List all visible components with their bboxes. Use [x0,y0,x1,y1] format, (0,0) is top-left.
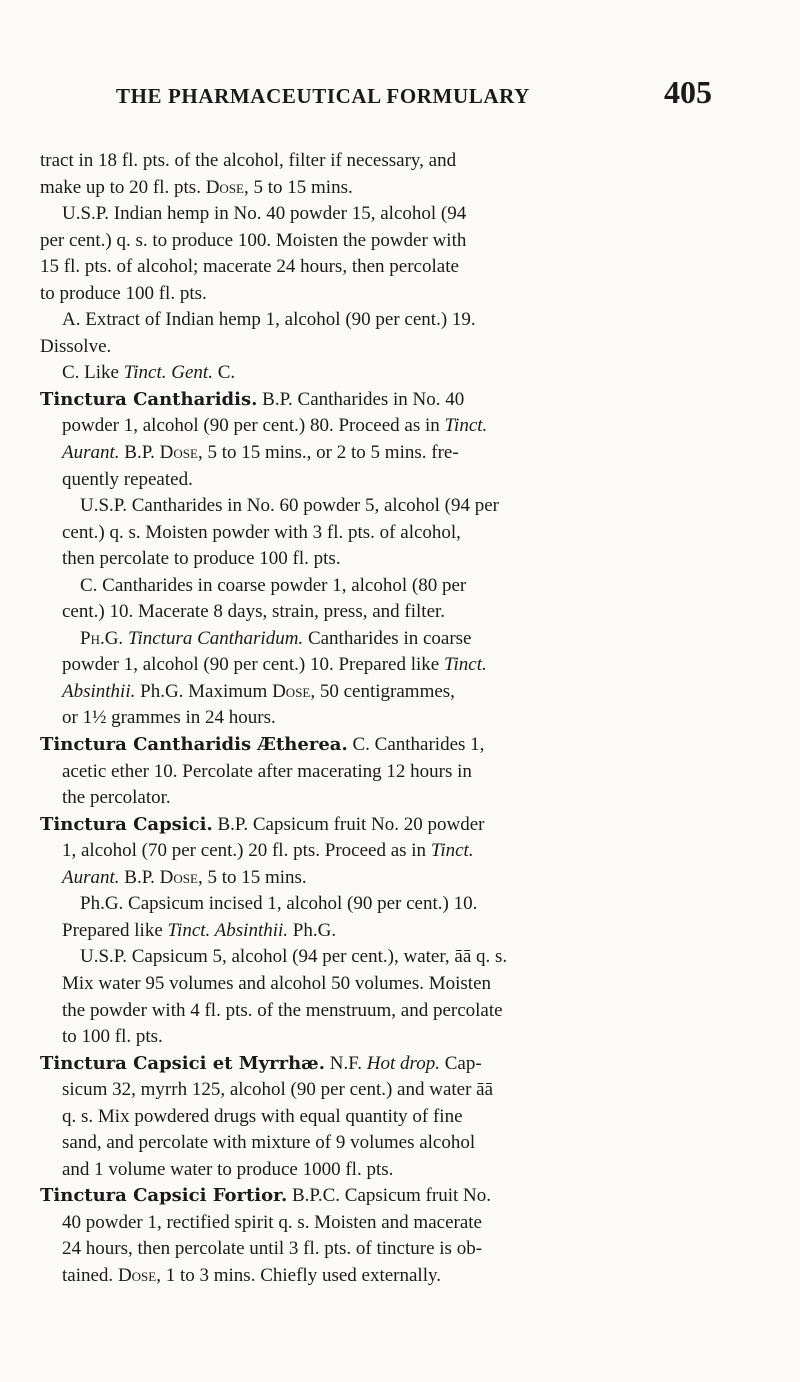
text-line: the percolator. [62,787,171,809]
entry-heading-line: Tinctura Cantharidis Ætherea. C. Cantharides 1, [40,734,485,756]
text-line: Mix water 95 volumes and alcohol 50 volumes. Moisten [62,972,492,994]
text-line: q. s. Mix powdered drugs with equal quantity of fine [62,1105,463,1127]
text-line: Aurant. B.P. Dose, 5 to 15 mins., or 2 to 5 mins. fre- [62,442,459,464]
text-line: Ph.G. Capsicum incised 1, alcohol (90 per cent.) 10. [80,893,478,915]
dose-label: Dose [159,442,198,464]
text-line: powder 1, alcohol (90 per cent.) 80. Proceed as in Tinct. [62,415,488,437]
dose-label: Dose [205,176,244,198]
text-line: Ph.G. Tinctura Cantharidum. Cantharides in coarse [80,627,472,649]
text-line: tained. Dose, 1 to 3 mins. Chiefly used externally. [62,1264,441,1286]
text-line: the powder with 4 fl. pts. of the menstruum, and percolate [62,999,503,1021]
dose-label: Dose [272,680,311,702]
text-line: Prepared like Tinct. Absinthii. Ph.G. [62,919,337,941]
text-line: make up to 20 fl. pts. Dose, 5 to 15 mins. [40,176,353,198]
text-line: powder 1, alcohol (90 per cent.) 10. Prepared like Tinct. [62,654,487,676]
text-line: C. Cantharides in coarse powder 1, alcohol (80 per [80,574,467,596]
text-line: cent.) 10. Macerate 8 days, strain, press, and filter. [62,601,446,623]
text-line: acetic ether 10. Percolate after macerating 12 hours in [62,760,472,782]
text-line: 1, alcohol (70 per cent.) 20 fl. pts. Proceed as in Tinct. [62,840,474,862]
page-header [0,74,800,114]
text-line: A. Extract of Indian hemp 1, alcohol (90 per cent.) 19. [62,309,476,331]
text-line: tract in 18 fl. pts. of the alcohol, filter if necessary, and [40,150,457,171]
entry-title: Tinctura Cantharidis Ætherea. [40,734,348,756]
text-line: C. Like Tinct. Gent. C. [62,362,236,384]
text-line: per cent.) q. s. to produce 100. Moisten the powder with [40,229,467,251]
text-line: U.S.P. Capsicum 5, alcohol (94 per cent.), water, āā q. s. [80,946,508,968]
text-line: Aurant. B.P. Dose, 5 to 15 mins. [62,866,307,888]
text-line: then percolate to produce 100 fl. pts. [62,548,341,570]
entry-heading-line: Tinctura Capsici. B.P. Capsicum fruit No. 20 powder [40,813,485,835]
text-line: Dissolve. [40,335,112,357]
text-line: Absinthii. Ph.G. Maximum Dose, 50 centigrammes, [62,680,455,702]
entry-title: Tinctura Capsici Fortior. [40,1185,288,1207]
entry-heading-line: Tinctura Capsici Fortior. B.P.C. Capsicum fruit No. [40,1185,491,1207]
text-line: sicum 32, myrrh 125, alcohol (90 per cent.) and water āā [62,1079,494,1101]
dose-label: Dose [159,866,198,888]
entry-title: Tinctura Capsici. [40,813,213,835]
running-title: THE PHARMACEUTICAL FORMULARY [116,84,530,108]
text-line: sand, and percolate with mixture of 9 volumes alcohol [62,1132,476,1154]
text-line: quently repeated. [62,468,193,490]
text-line: U.S.P. Cantharides in No. 60 powder 5, alcohol (94 per [80,495,499,517]
text-line: U.S.P. Indian hemp in No. 40 powder 15, alcohol (94 [62,203,467,225]
entry-heading-line: Tinctura Capsici et Myrrhæ. N.F. Hot drop. Cap- [40,1052,482,1074]
entry-title: Tinctura Cantharidis. [40,388,258,410]
page-number: 405 [664,74,712,110]
text-line: 15 fl. pts. of alcohol; macerate 24 hours, then percolate [40,256,459,278]
entry-heading-line: Tinctura Cantharidis. B.P. Cantharides in No. 40 [40,388,465,410]
entry-title: Tinctura Capsici et Myrrhæ. [40,1052,325,1074]
text-line: or 1½ grammes in 24 hours. [62,707,276,729]
text-line: to produce 100 fl. pts. [40,282,207,304]
text-line: and 1 volume water to produce 1000 fl. pts. [62,1158,394,1180]
text-line: to 100 fl. pts. [62,1026,163,1048]
text-line: 40 powder 1, rectified spirit q. s. Moisten and macerate [62,1211,482,1233]
dose-label: Dose [117,1264,157,1286]
page-body [40,148,760,1290]
text-line: cent.) q. s. Moisten powder with 3 fl. pts. of alcohol, [62,521,461,543]
text-line: 24 hours, then percolate until 3 fl. pts. of tincture is ob- [62,1238,483,1260]
